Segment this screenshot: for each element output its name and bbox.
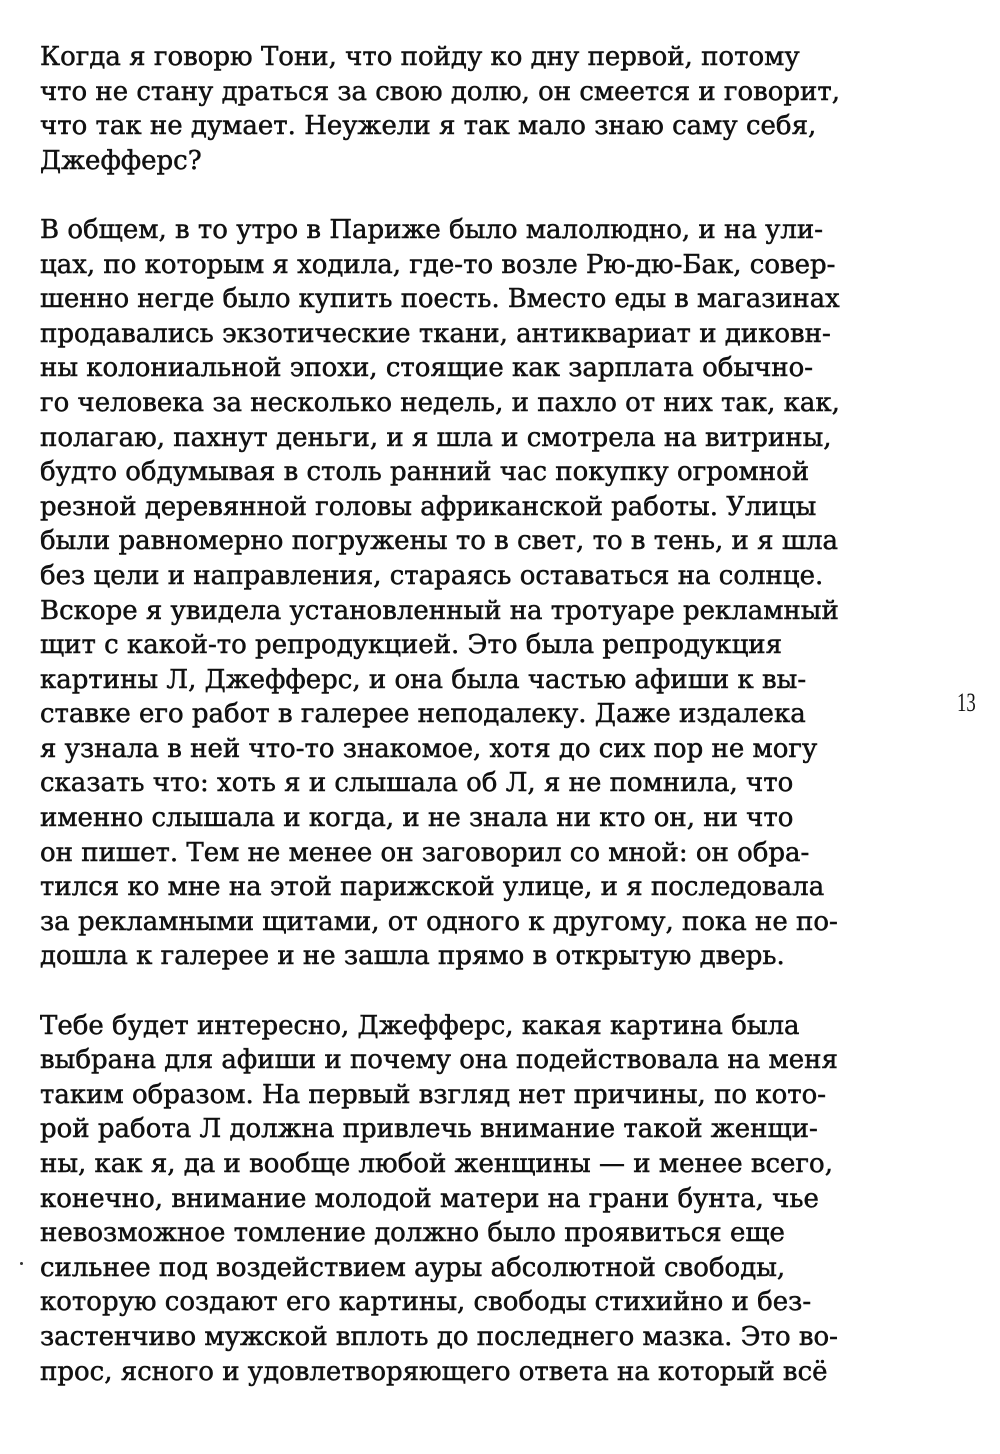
text-line: я узнала в ней что-то знакомое, хотя до сих пор не могу [40,733,818,764]
text-line: дошла к галерее и не зашла прямо в открытую дверь. [40,941,785,972]
body-text [40,40,840,1389]
text-line: Джефферс? [40,145,202,176]
text-line: Тебе будет интересно, Джефферс, какая картина была [40,1010,800,1041]
paragraph-gap [40,178,840,213]
text-line: прос, ясного и удовлетворяющего ответа на который всё [40,1356,828,1387]
text-line: ны колониальной эпохи, стоящие как зарплата обычно- [40,353,814,384]
text-line: без цели и направления, стараясь оставаться на солнце. [40,560,824,591]
text-line: которую создают его картины, свободы стихийно и без- [40,1287,812,1318]
text-line: цах, по которым я ходила, где-то возле Рю-дю-Бак, совер- [40,249,836,280]
text-line: рой работа Л должна привлечь внимание такой женщи- [40,1114,818,1145]
paragraph-gap [40,974,840,1009]
text-line: картины Л, Джефферс, и она была частью афиши к вы- [40,664,807,695]
text-line: будто обдумывая в столь ранний час покупку огромной [40,457,810,488]
text-line: шенно негде было купить поесть. Вместо еды в магазинах [40,284,840,315]
text-line: В общем, в то утро в Париже было малолюдно, и на ули- [40,214,824,245]
text-line: он пишет. Тем не менее он заговорил со мной: он обра- [40,837,810,868]
text-line: невозможное томление должно было проявиться еще [40,1218,785,1249]
text-line: ны, как я, да и вообще любой женщины — и менее всего, [40,1149,833,1179]
text-line: выбрана для афиши и почему она подействовала на меня [40,1045,838,1076]
text-line: конечно, внимание молодой матери на грани бунта, чье [40,1183,819,1214]
text-line: го человека за несколько недель, и пахло от них так, как, [40,387,840,418]
text-line: застенчиво мужской вплоть до последнего мазка. Это во- [40,1321,838,1352]
text-line: за рекламными щитами, от одного к другому, пока не по- [40,906,838,937]
text-line: Вскоре я увидела установленный на тротуаре рекламный [40,595,839,626]
text-line: были равномерно погружены то в свет, то в тень, и я шла [40,526,839,557]
text-line: таким образом. На первый взгляд нет причины, по кото- [40,1079,827,1110]
text-line: именно слышала и когда, и не знала ни кто он, ни что [40,803,794,834]
text-line: Когда я говорю Тони, что пойду ко дну первой, потому [40,42,800,72]
text-line: что не стану драться за свою долю, он смеется и говорит, [40,76,840,107]
text-line: сильнее под воздействием ауры абсолютной свободы, [40,1252,786,1283]
text-line: резной деревянной головы африканской работы. Улицы [40,491,817,522]
page-number: 13 [957,688,976,717]
text-line: тился ко мне на этой парижской улице, и я последовала [40,872,825,903]
text-line: ставке его работ в галерее неподалеку. Даже издалека [40,699,806,730]
paragraph-2 [40,213,840,974]
scan-speck [20,1262,23,1265]
text-line: что так не думает. Неужели я так мало знаю саму себя, [40,111,817,142]
text-line: щит с какой-то репродукцией. Это была репродукция [40,630,783,661]
paragraph-3 [40,1009,840,1390]
paragraph-1 [40,40,840,178]
text-line: сказать что: хоть я и слышала об Л, я не помнила, что [40,768,794,799]
text-line: полагаю, пахнут деньги, и я шла и смотрела на витрины, [40,422,832,453]
text-line: продавались экзотические ткани, антиквариат и диковн- [40,318,831,349]
